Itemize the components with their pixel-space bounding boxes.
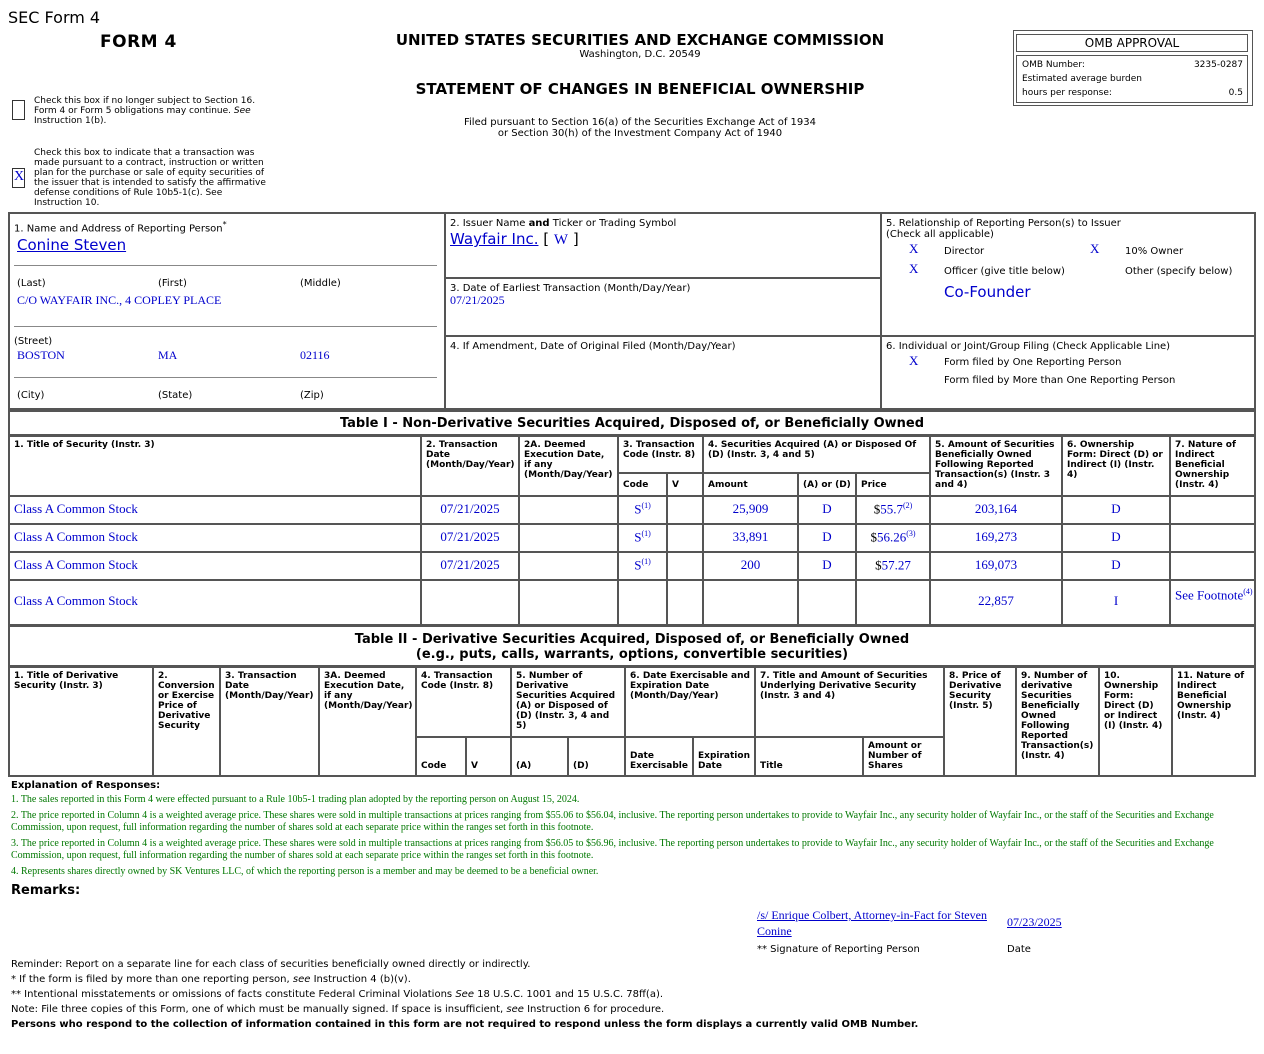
t2-exercisable: Date Exercisable — [625, 737, 693, 776]
table1-cell-v — [667, 496, 703, 524]
table1-cell-title — [9, 524, 421, 552]
table1-cell-price — [856, 580, 930, 625]
t1-h4: 4. Securities Acquired (A) or Disposed Of (D) (Instr. 3, 4 and 5) — [703, 436, 930, 473]
top-label: SEC Form 4 — [8, 8, 101, 27]
table1-cell-title — [9, 580, 421, 625]
street-value: C/O WAYFAIR INC., 4 COPLEY PLACE — [17, 293, 222, 307]
note-line-2: * If the form is filed by more than one reporting person, see Instruction 4 (b)(v). — [11, 974, 411, 985]
filing-label: 6. Individual or Joint/Group Filing (Check Applicable Line) — [886, 341, 1171, 352]
omb-approval-box — [1013, 30, 1253, 106]
reporting-person-label: 1. Name and Address of Reporting Person* — [14, 220, 227, 235]
zip-label: (Zip) — [300, 390, 324, 401]
t1-price: Price — [856, 473, 930, 496]
explanation-label: Explanation of Responses: — [11, 780, 161, 791]
state-value: MA — [158, 348, 178, 362]
table1-cell-amount: 33,891 — [703, 524, 798, 552]
table1-cell-code: $S^{(1)}$ — [618, 524, 667, 552]
security-title: Class A Common Stock — [14, 529, 138, 544]
table1-cell-date: 07/21/2025 — [421, 496, 519, 524]
section16-checkbox-text: Check this box if no longer subject to Section 16. Form 4 or Form 5 obligations may continue. See Instruction 1(b). — [34, 96, 256, 126]
footnote-1: 1. The sales reported in this Form 4 were effected pursuant to a Rule 10b5-1 trading plan adopted by the reporting person on August 15, 2024. — [11, 794, 580, 805]
amendment-label: 4. If Amendment, Date of Original Filed (Month/Day/Year) — [450, 341, 736, 352]
table1-title: Table I - Non-Derivative Securities Acquired, Disposed of, or Beneficially Owned — [339, 416, 925, 431]
t1-code: Code — [618, 473, 667, 496]
t2-h3: 3. Transaction Date (Month/Day/Year) — [220, 667, 319, 776]
city-value: BOSTON — [17, 348, 65, 362]
last-label: (Last) — [17, 278, 46, 289]
statement-title: STATEMENT OF CHANGES IN BENEFICIAL OWNERSHIP — [415, 80, 865, 98]
t2-a: (A) — [511, 737, 568, 776]
owner-mark: X — [1090, 241, 1100, 256]
table1-cell-owned: 22,857 — [930, 580, 1062, 625]
table1-cell-v — [667, 524, 703, 552]
t1-h6: 6. Ownership Form: Direct (D) or Indirect (I) (Instr. 4) — [1062, 436, 1170, 496]
omb-number-value: 3235-0287 — [1193, 60, 1243, 70]
table1-cell-nature: See Footnote$^{(4)}$ — [1170, 580, 1255, 625]
t2-h1: 1. Title of Derivative Security (Instr. 3) — [9, 667, 153, 776]
table1-cell-owned: 169,273 — [930, 524, 1062, 552]
omb-hours-label: hours per response: — [1022, 88, 1112, 98]
middle-label: (Middle) — [300, 278, 341, 289]
table1-cell-price: $57.27 — [856, 552, 930, 580]
officer-mark: X — [909, 261, 919, 276]
t2-d: (D) — [568, 737, 625, 776]
table1-cell-date: 07/21/2025 — [421, 552, 519, 580]
table1-cell-form: D — [1062, 524, 1170, 552]
security-title: Class A Common Stock — [14, 593, 138, 608]
section16-checkbox[interactable] — [12, 100, 25, 120]
footnote-4: 4. Represents shares directly owned by SK Ventures LLC, of which the reporting person is a member and may be deemed to be a beneficial owner. — [11, 866, 599, 877]
table1-cell-deemed — [519, 496, 618, 524]
agency-city: Washington, D.C. 20549 — [579, 49, 701, 60]
issuer-name-link[interactable]: Wayfair Inc. — [450, 230, 539, 248]
first-label: (First) — [158, 278, 187, 289]
security-title: Class A Common Stock — [14, 501, 138, 516]
t2-h7: 7. Title and Amount of Securities Underlying Derivative Security (Instr. 3 and 4) — [755, 667, 944, 737]
note-line-4: Note: File three copies of this Form, one of which must be manually signed. If space is insufficient, see Instruction 6 for procedure. — [11, 1004, 665, 1015]
director-label: Director — [944, 246, 985, 257]
table1-cell-ad: D — [798, 524, 856, 552]
omb-hours-value: 0.5 — [1228, 88, 1243, 98]
t2-h2: 2. Conversion or Exercise Price of Derivative Security — [153, 667, 220, 776]
omb-title: OMB APPROVAL — [1016, 34, 1248, 52]
earliest-date-label: 3. Date of Earliest Transaction (Month/Day/Year) — [450, 283, 691, 294]
table1-cell-form: I — [1062, 580, 1170, 625]
t2-code: Code — [416, 737, 466, 776]
table1-cell-amount — [703, 580, 798, 625]
t2-h6: 6. Date Exercisable and Expiration Date (Month/Day/Year) — [625, 667, 755, 737]
filing-one-label: Form filed by One Reporting Person — [944, 357, 1122, 368]
rule10b5-check-mark: X — [14, 169, 25, 184]
t2-expiration: Expiration Date — [693, 737, 755, 776]
table1-title-box — [8, 410, 1256, 436]
rule10b5-checkbox[interactable] — [12, 168, 25, 188]
t2-h4: 4. Transaction Code (Instr. 8) — [416, 667, 511, 737]
table1-cell-date: 07/21/2025 — [421, 524, 519, 552]
table1-cell-amount: 25,909 — [703, 496, 798, 524]
t1-h1: 1. Title of Security (Instr. 3) — [9, 436, 421, 496]
table1-cell-date — [421, 580, 519, 625]
t2-h3a: 3A. Deemed Execution Date, if any (Month/Day/Year) — [319, 667, 416, 776]
signature-link[interactable]: /s/ Enrique Colbert, Attorney-in-Fact for Steven Conine — [757, 908, 987, 938]
issuer-line: Wayfair Inc. [ W ] — [450, 230, 579, 248]
table1-cell-code — [618, 580, 667, 625]
table2-title-1: Table II - Derivative Securities Acquired, Disposed of, or Beneficially Owned — [354, 632, 910, 647]
omb-details — [1016, 55, 1248, 103]
table2-title-box — [8, 625, 1256, 667]
footnote-2: 2. The price reported in Column 4 is a weighted average price. These shares were sold in multiple transactions at prices ranging from $55.06 to $56.04, inclusive. The reporting person undertakes to provide to Wayfair Inc., any security holder of Wayfair Inc., or the staff of the Securities and Exchange Commission, upon request, full information regarding the number of shares sold at each separate price within the ranges set forth in this footnote. — [11, 810, 1214, 833]
table1-cell-code: $S^{(1)}$ — [618, 496, 667, 524]
note-line-3: ** Intentional misstatements or omissions of facts constitute Federal Criminal Violations See 18 U.S.C. 1001 and 15 U.S.C. 78ff(a). — [11, 989, 664, 1000]
street-label: (Street) — [14, 336, 53, 347]
filed-line-1: Filed pursuant to Section 16(a) of the Securities Exchange Act of 1934 — [464, 117, 816, 128]
filed-line-2: or Section 30(h) of the Investment Company Act of 1940 — [497, 128, 783, 139]
earliest-date-value: 07/21/2025 — [450, 293, 505, 307]
t2-h11: 11. Nature of Indirect Beneficial Ownership (Instr. 4) — [1172, 667, 1255, 776]
t1-ad: (A) or (D) — [798, 473, 856, 496]
table1-cell-title — [9, 552, 421, 580]
date-label: Date — [1007, 944, 1031, 955]
table1-cell-nature — [1170, 552, 1255, 580]
table1-cell-title — [9, 496, 421, 524]
t2-amount: Amount or Number of Shares — [863, 737, 944, 776]
omb-number-label: OMB Number: — [1022, 60, 1085, 70]
table1-cell-ad: D — [798, 552, 856, 580]
table1-cell-amount: 200 — [703, 552, 798, 580]
issuer-label: 2. Issuer Name and Ticker or Trading Symbol — [450, 218, 677, 229]
filing-one-mark: X — [909, 353, 919, 368]
t1-v: V — [667, 473, 703, 496]
table1-cell-code: $S^{(1)}$ — [618, 552, 667, 580]
reminder-text: Reminder: Report on a separate line for each class of securities beneficially owned directly or indirectly. — [11, 959, 531, 970]
table1-cell-owned: 203,164 — [930, 496, 1062, 524]
relationship-label: 5. Relationship of Reporting Person(s) to Issuer — [886, 218, 1121, 229]
omb-notice: Persons who respond to the collection of information contained in this form are not required to respond unless the form displays a currently valid OMB Number. — [11, 1019, 919, 1030]
table1-cell-deemed — [519, 524, 618, 552]
remarks-label: Remarks: — [11, 883, 81, 898]
director-mark: X — [909, 241, 919, 256]
omb-burden-label: Estimated average burden — [1022, 74, 1142, 84]
t2-h10: 10. Ownership Form: Direct (D) or Indirect (I) (Instr. 4) — [1099, 667, 1172, 776]
officer-title: Co-Founder — [944, 283, 1031, 301]
table1-cell-v — [667, 580, 703, 625]
table1-cell-owned: 169,073 — [930, 552, 1062, 580]
city-label: (City) — [17, 390, 45, 401]
t2-v: V — [466, 737, 511, 776]
table1-cell-nature — [1170, 524, 1255, 552]
other-label: Other (specify below) — [1125, 266, 1233, 277]
table1-cell-deemed — [519, 580, 618, 625]
table1-cell-nature — [1170, 496, 1255, 524]
table1-cell-deemed — [519, 552, 618, 580]
t1-h3: 3. Transaction Code (Instr. 8) — [618, 436, 703, 473]
officer-label: Officer (give title below) — [944, 266, 1065, 277]
rule10b5-checkbox-text: Check this box to indicate that a transaction was made pursuant to a contract, instruction or written plan for the purchase or sale of equity securities of the issuer that is intended to satisfy the affirmative defense conditions of Rule 10b5-1(c). See Instruction 10. — [34, 148, 266, 208]
t2-h8: 8. Price of Derivative Security (Instr. 5) — [944, 667, 1016, 776]
zip-value: 02116 — [300, 348, 330, 362]
t1-h7: 7. Nature of Indirect Beneficial Ownership (Instr. 4) — [1170, 436, 1255, 496]
table1-cell-price: $56.26$^{(3)}$ — [856, 524, 930, 552]
table1-cell-form: D — [1062, 552, 1170, 580]
reporting-person-name-link[interactable]: Conine Steven — [17, 236, 127, 254]
t1-h2a: 2A. Deemed Execution Date, if any (Month/Day/Year) — [519, 436, 618, 496]
agency-title: UNITED STATES SECURITIES AND EXCHANGE COMMISSION — [395, 31, 885, 49]
t1-amount: Amount — [703, 473, 798, 496]
security-title: Class A Common Stock — [14, 557, 138, 572]
table1-cell-ad: D — [798, 496, 856, 524]
table1-cell-v — [667, 552, 703, 580]
state-label: (State) — [158, 390, 193, 401]
footnote-3: 3. The price reported in Column 4 is a weighted average price. These shares were sold in multiple transactions at prices ranging from $56.05 to $56.96, inclusive. The reporting person undertakes to provide to Wayfair Inc., any security holder of Wayfair Inc., or the staff of the Securities and Exchange Commission, upon request, full information regarding the number of shares sold at each separate price within the ranges set forth in this footnote. — [11, 838, 1214, 861]
table2-title-2: (e.g., puts, calls, warrants, options, convertible securities) — [415, 647, 849, 662]
signature-date-link[interactable]: 07/23/2025 — [1007, 915, 1062, 929]
t2-h5: 5. Number of Derivative Securities Acquired (A) or Disposed of (D) (Instr. 3, 4 and 5) — [511, 667, 625, 737]
filing-more-label: Form filed by More than One Reporting Person — [944, 375, 1176, 386]
ticker-symbol: W — [553, 232, 569, 248]
form-title: FORM 4 — [100, 32, 177, 52]
signature-label: ** Signature of Reporting Person — [757, 944, 920, 955]
relationship-sublabel: (Check all applicable) — [886, 229, 994, 240]
table1-cell-ad — [798, 580, 856, 625]
table1-cell-form: D — [1062, 496, 1170, 524]
table1-cell-price: $55.7$^{(2)}$ — [856, 496, 930, 524]
owner-label: 10% Owner — [1125, 246, 1184, 257]
t1-h5: 5. Amount of Securities Beneficially Owned Following Reported Transaction(s) (Instr. 3 and 4) — [930, 436, 1062, 496]
t2-h9: 9. Number of derivative Securities Beneficially Owned Following Reported Transaction(s) (Instr. 4) — [1016, 667, 1099, 776]
t1-h2: 2. Transaction Date (Month/Day/Year) — [421, 436, 519, 496]
t2-title: Title — [755, 737, 863, 776]
